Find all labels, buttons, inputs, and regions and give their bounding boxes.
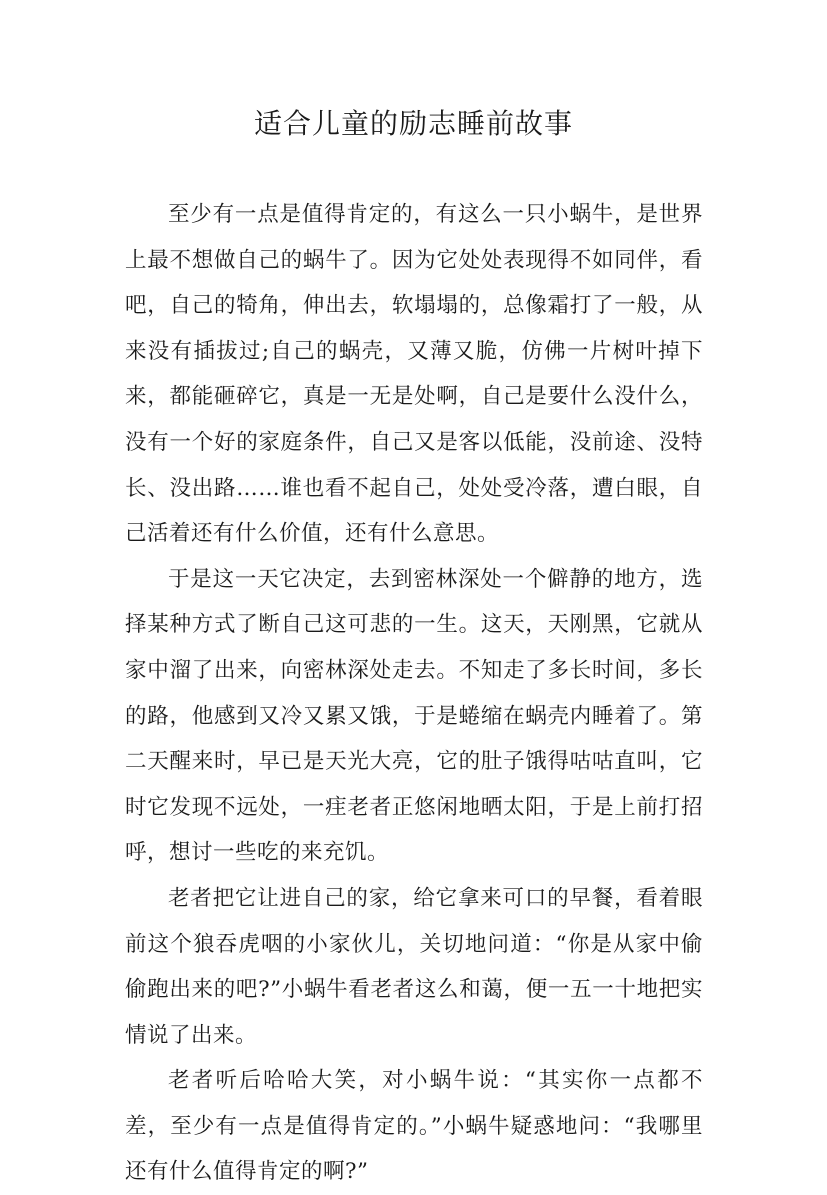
paragraph: 老者听后哈哈大笑，对小蜗牛说：“其实你一点都不差，至少有一点是值得肯定的。”小蜗牛疑惑地问：“我哪里还有什么值得肯定的啊?” <box>125 1068 703 1185</box>
paragraph: 老者把它让进自己的家，给它拿来可口的早餐，看着眼前这个狼吞虎咽的小家伙儿，关切地问道：“你是从家中偷偷跑出来的吧?”小蜗牛看老者这么和蔼，便一五一十地把实情说了出来。 <box>125 885 703 1048</box>
paragraph: 于是这一天它决定，去到密林深处一个僻静的地方，选择某种方式了断自己这可悲的一生。这天，天刚黑，它就从家中溜了出来，向密林深处走去。不知走了多长时间，多长的路，他感到又冷又累又饿，于是蜷缩在蜗壳内睡着了。第二天醒来时，早已是天光大亮，它的肚子饿得咕咕直叫，它时它发现不远处，一疰老者正悠闲地晒太阳，于是上前打招呼，想讨一些吃的来充饥。 <box>125 566 703 866</box>
document-body <box>125 192 703 1195</box>
paragraph: 至少有一点是值得肯定的，有这么一只小蜗牛，是世界上最不想做自己的蜗牛了。因为它处处表现得不如同伴，看吧，自己的犄角，伸出去，软塌塌的，总像霜打了一般，从来没有插拔过;自己的蜗壳，又薄又脆，仿佛一片树叶掉下来，都能砸碎它，真是一无是处啊，自己是要什么没什么，没有一个好的家庭条件，自己又是客以低能，没前途、没特长、没出路……谁也看不起自己，处处受冷落，遭白眼，自己活着还有什么价值，还有什么意思。 <box>125 202 703 547</box>
document-title: 适合儿童的励志睡前故事 <box>253 107 573 140</box>
